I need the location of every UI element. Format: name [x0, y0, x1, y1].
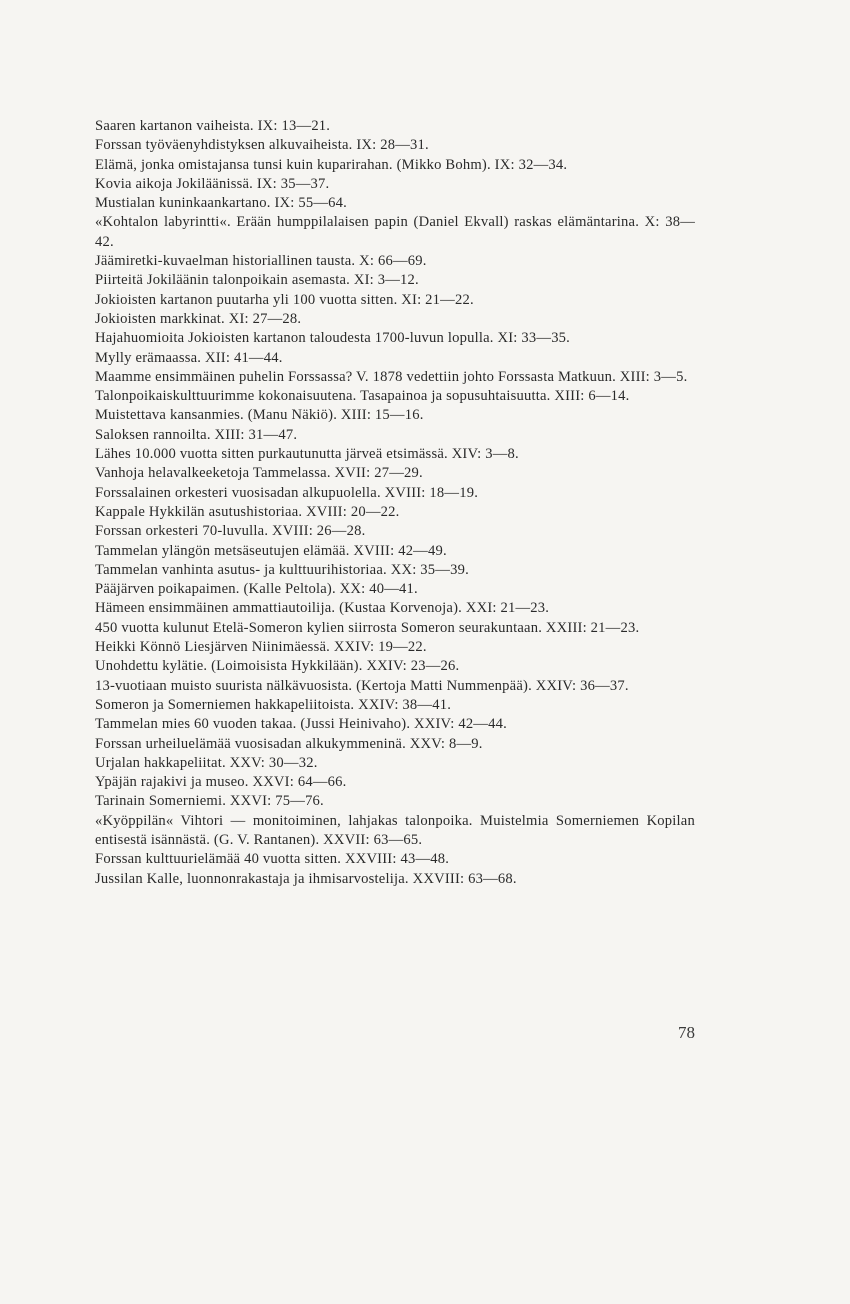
bibliography-entry: Jäämiretki-kuvaelman historiallinen tausta. X: 66—69.	[95, 253, 427, 270]
bibliography-entry: Pääjärven poikapaimen. (Kalle Peltola). XX: 40—41.	[95, 581, 418, 598]
bibliography-entry: Jokioisten kartanon puutarha yli 100 vuotta sitten. XI: 21—22.	[95, 291, 474, 308]
bibliography-entry: Talonpoikaiskulttuurimme kokonaisuutena. Tasapainoa ja sopusuhtaisuutta. XIII: 6—14.	[95, 388, 630, 405]
bibliography-entry: Tarinain Somerniemi. XXVI: 75—76.	[95, 793, 324, 810]
bibliography-entry: Forssan urheiluelämää vuosisadan alkukymmeninä. XXV: 8—9.	[95, 735, 483, 752]
bibliography-entry: Unohdettu kylätie. (Loimoisista Hykkilään). XXIV: 23—26.	[95, 658, 460, 675]
bibliography-entry: Forssan kulttuurielämää 40 vuotta sitten. XXVIII: 43—48.	[95, 851, 450, 868]
bibliography-entry: Tammelan mies 60 vuoden takaa. (Jussi Heinivaho). XXIV: 42—44.	[95, 716, 507, 733]
bibliography-entry: Heikki Könnö Liesjärven Niinimäessä. XXIV: 19—22.	[95, 639, 427, 656]
bibliography-entry: Forssan orkesteri 70-luvulla. XVIII: 26—28.	[95, 523, 366, 540]
bibliography-entry: Forssan työväenyhdistyksen alkuvaiheista. IX: 28—31.	[95, 137, 429, 154]
bibliography-entry: «Kohtalon labyrintti«. Erään humppilalaisen papin (Daniel Ekvall) raskas elämäntarina. X: 38—42.	[95, 214, 695, 250]
bibliography-entry: Tammelan vanhinta asutus- ja kulttuurihistoriaa. XX: 35—39.	[95, 561, 469, 578]
bibliography-entry: Vanhoja helavalkeeketoja Tammelassa. XVII: 27—29.	[95, 465, 423, 482]
bibliography-entry: Tammelan ylängön metsäseutujen elämää. XVIII: 42—49.	[95, 542, 447, 559]
bibliography-entry: Muistettava kansanmies. (Manu Näkiö). XIII: 15—16.	[95, 407, 424, 424]
bibliography-entry: Hämeen ensimmäinen ammattiautoilija. (Kustaa Korvenoja). XXI: 21—23.	[95, 600, 550, 617]
bibliography-entry: Ypäjän rajakivi ja museo. XXVI: 64—66.	[95, 774, 347, 791]
bibliography-list	[95, 117, 695, 889]
bibliography-entry: Kovia aikoja Jokiläänissä. IX: 35—37.	[95, 175, 330, 192]
bibliography-entry: Elämä, jonka omistajansa tunsi kuin kuparirahan. (Mikko Bohm). IX: 32—34.	[95, 156, 568, 173]
bibliography-entry: Jokioisten markkinat. XI: 27—28.	[95, 310, 302, 327]
bibliography-entry: Urjalan hakkapeliitat. XXV: 30—32.	[95, 754, 318, 771]
bibliography-entry: Forssalainen orkesteri vuosisadan alkupuolella. XVIII: 18—19.	[95, 484, 479, 501]
bibliography-entry: Maamme ensimmäinen puhelin Forssassa? V. 1878 vedettiin johto Forssasta Matkuun. XIII: 3—5.	[95, 368, 688, 385]
bibliography-entry: Jussilan Kalle, luonnonrakastaja ja ihmisarvostelija. XXVIII: 63—68.	[95, 870, 517, 887]
bibliography-entry: Kappale Hykkilän asutushistoriaa. XVIII: 20—22.	[95, 503, 400, 520]
bibliography-entry: 450 vuotta kulunut Etelä-Someron kylien siirrosta Someron seurakuntaan. XXIII: 21—23.	[95, 619, 640, 636]
bibliography-entry: Mustialan kuninkaankartano. IX: 55—64.	[95, 195, 347, 212]
bibliography-entry: Lähes 10.000 vuotta sitten purkautunutta järveä etsimässä. XIV: 3—8.	[95, 446, 519, 463]
bibliography-entry: Piirteitä Jokiläänin talonpoikain asemasta. XI: 3—12.	[95, 272, 419, 289]
page-number: 78	[678, 1023, 695, 1042]
bibliography-entry: Hajahuomioita Jokioisten kartanon taloudesta 1700-luvun lopulla. XI: 33—35.	[95, 330, 571, 347]
bibliography-entry: Someron ja Somerniemen hakkapeliitoista. XXIV: 38—41.	[95, 696, 452, 713]
bibliography-entry: «Kyöppilän« Vihtori — monitoiminen, lahjakas talonpoika. Muistelmia Somerniemen Kopilan entisestä isännästä. (G. V. Rantanen). XXVII: 63—65.	[95, 812, 695, 848]
bibliography-entry: Saaren kartanon vaiheista. IX: 13—21.	[95, 118, 331, 134]
bibliography-entry: Saloksen rannoilta. XIII: 31—47.	[95, 426, 298, 443]
bibliography-entry: Mylly erämaassa. XII: 41—44.	[95, 349, 283, 366]
bibliography-entry: 13-vuotiaan muisto suurista nälkävuosista. (Kertoja Matti Nummenpää). XXIV: 36—37.	[95, 677, 629, 694]
